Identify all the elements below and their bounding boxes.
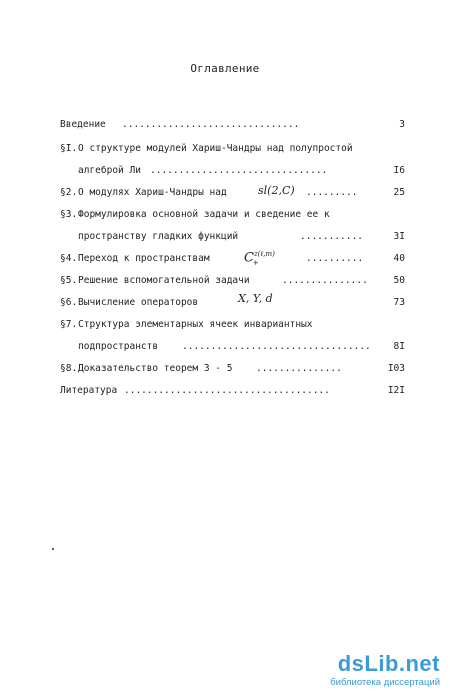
toc-leader-dots: ............... — [256, 363, 342, 374]
toc-entry-text: Формулировка основной задачи и сведение ее к — [78, 209, 330, 220]
toc-section-number: §5. — [60, 275, 78, 286]
toc-page-number: I2I — [387, 385, 405, 396]
toc-entry-text: подпространств — [78, 341, 159, 352]
toc-leader-dots: ................................. — [182, 341, 371, 352]
toc-section-number: §2. — [60, 187, 78, 198]
toc-entry-text: Введение — [60, 119, 106, 130]
watermark — [320, 651, 440, 691]
toc-section-number: §4. — [60, 253, 78, 264]
page-title: Оглавление — [190, 62, 260, 75]
toc-page-number: 3I — [393, 231, 405, 242]
toc-entry-text: алгеброй Ли — [78, 165, 141, 176]
handwritten-formula-c-space: $C^{z(\ell,m)}_+$ — [244, 250, 275, 267]
toc-page-number: 25 — [393, 187, 405, 198]
toc-page-number: 40 — [393, 253, 405, 264]
toc-page-number: 8I — [393, 341, 405, 352]
toc-page-number: I03 — [387, 363, 405, 374]
toc-entry-text: Доказательство теорем 3 - 5 — [78, 363, 233, 374]
toc-entry-text: Решение вспомогательной задачи — [78, 275, 250, 286]
toc-leader-dots: ............................... — [122, 119, 300, 130]
toc-leader-dots: .......... — [306, 253, 364, 264]
scan-speck — [52, 548, 54, 550]
toc-entry-text: Литература — [60, 385, 118, 396]
toc-section-number: §6. — [60, 297, 78, 308]
toc-section-number: §I. — [60, 143, 78, 154]
handwritten-formula-operators: X, Y, d — [238, 292, 273, 305]
toc-page-number: 3 — [399, 119, 405, 130]
watermark-logo[interactable]: dsLib.net — [337, 651, 440, 676]
toc-entry-text: Структура элементарных ячеек инвариантных — [78, 319, 313, 330]
toc-entry-text: Переход к пространствам — [78, 253, 210, 264]
toc-leader-dots: ......... — [306, 187, 358, 198]
toc-page-number: 50 — [393, 275, 405, 286]
toc-section-number: §3. — [60, 209, 78, 220]
toc-page-number: 73 — [393, 297, 405, 308]
toc-leader-dots: ............... — [282, 275, 368, 286]
toc-section-number: §8. — [60, 363, 78, 374]
toc-section-number: §7. — [60, 319, 78, 330]
toc-entry-text: О модулях Хариш-Чандры над — [78, 187, 227, 198]
watermark-subtitle: библиотека диссертаций — [330, 677, 440, 688]
toc-page-number: I6 — [393, 165, 405, 176]
toc-entry-text: пространству гладких функций — [78, 231, 239, 242]
toc-leader-dots: .................................... — [124, 385, 330, 396]
toc-entry-text: О структуре модулей Хариш-Чандры над полупростой — [78, 143, 353, 154]
toc-leader-dots: ........... — [300, 231, 363, 242]
toc-entry-text: Вычисление операторов — [78, 297, 199, 308]
toc-leader-dots: ............................... — [150, 165, 328, 176]
handwritten-formula-sl2c: sl(2,C) — [258, 184, 295, 197]
